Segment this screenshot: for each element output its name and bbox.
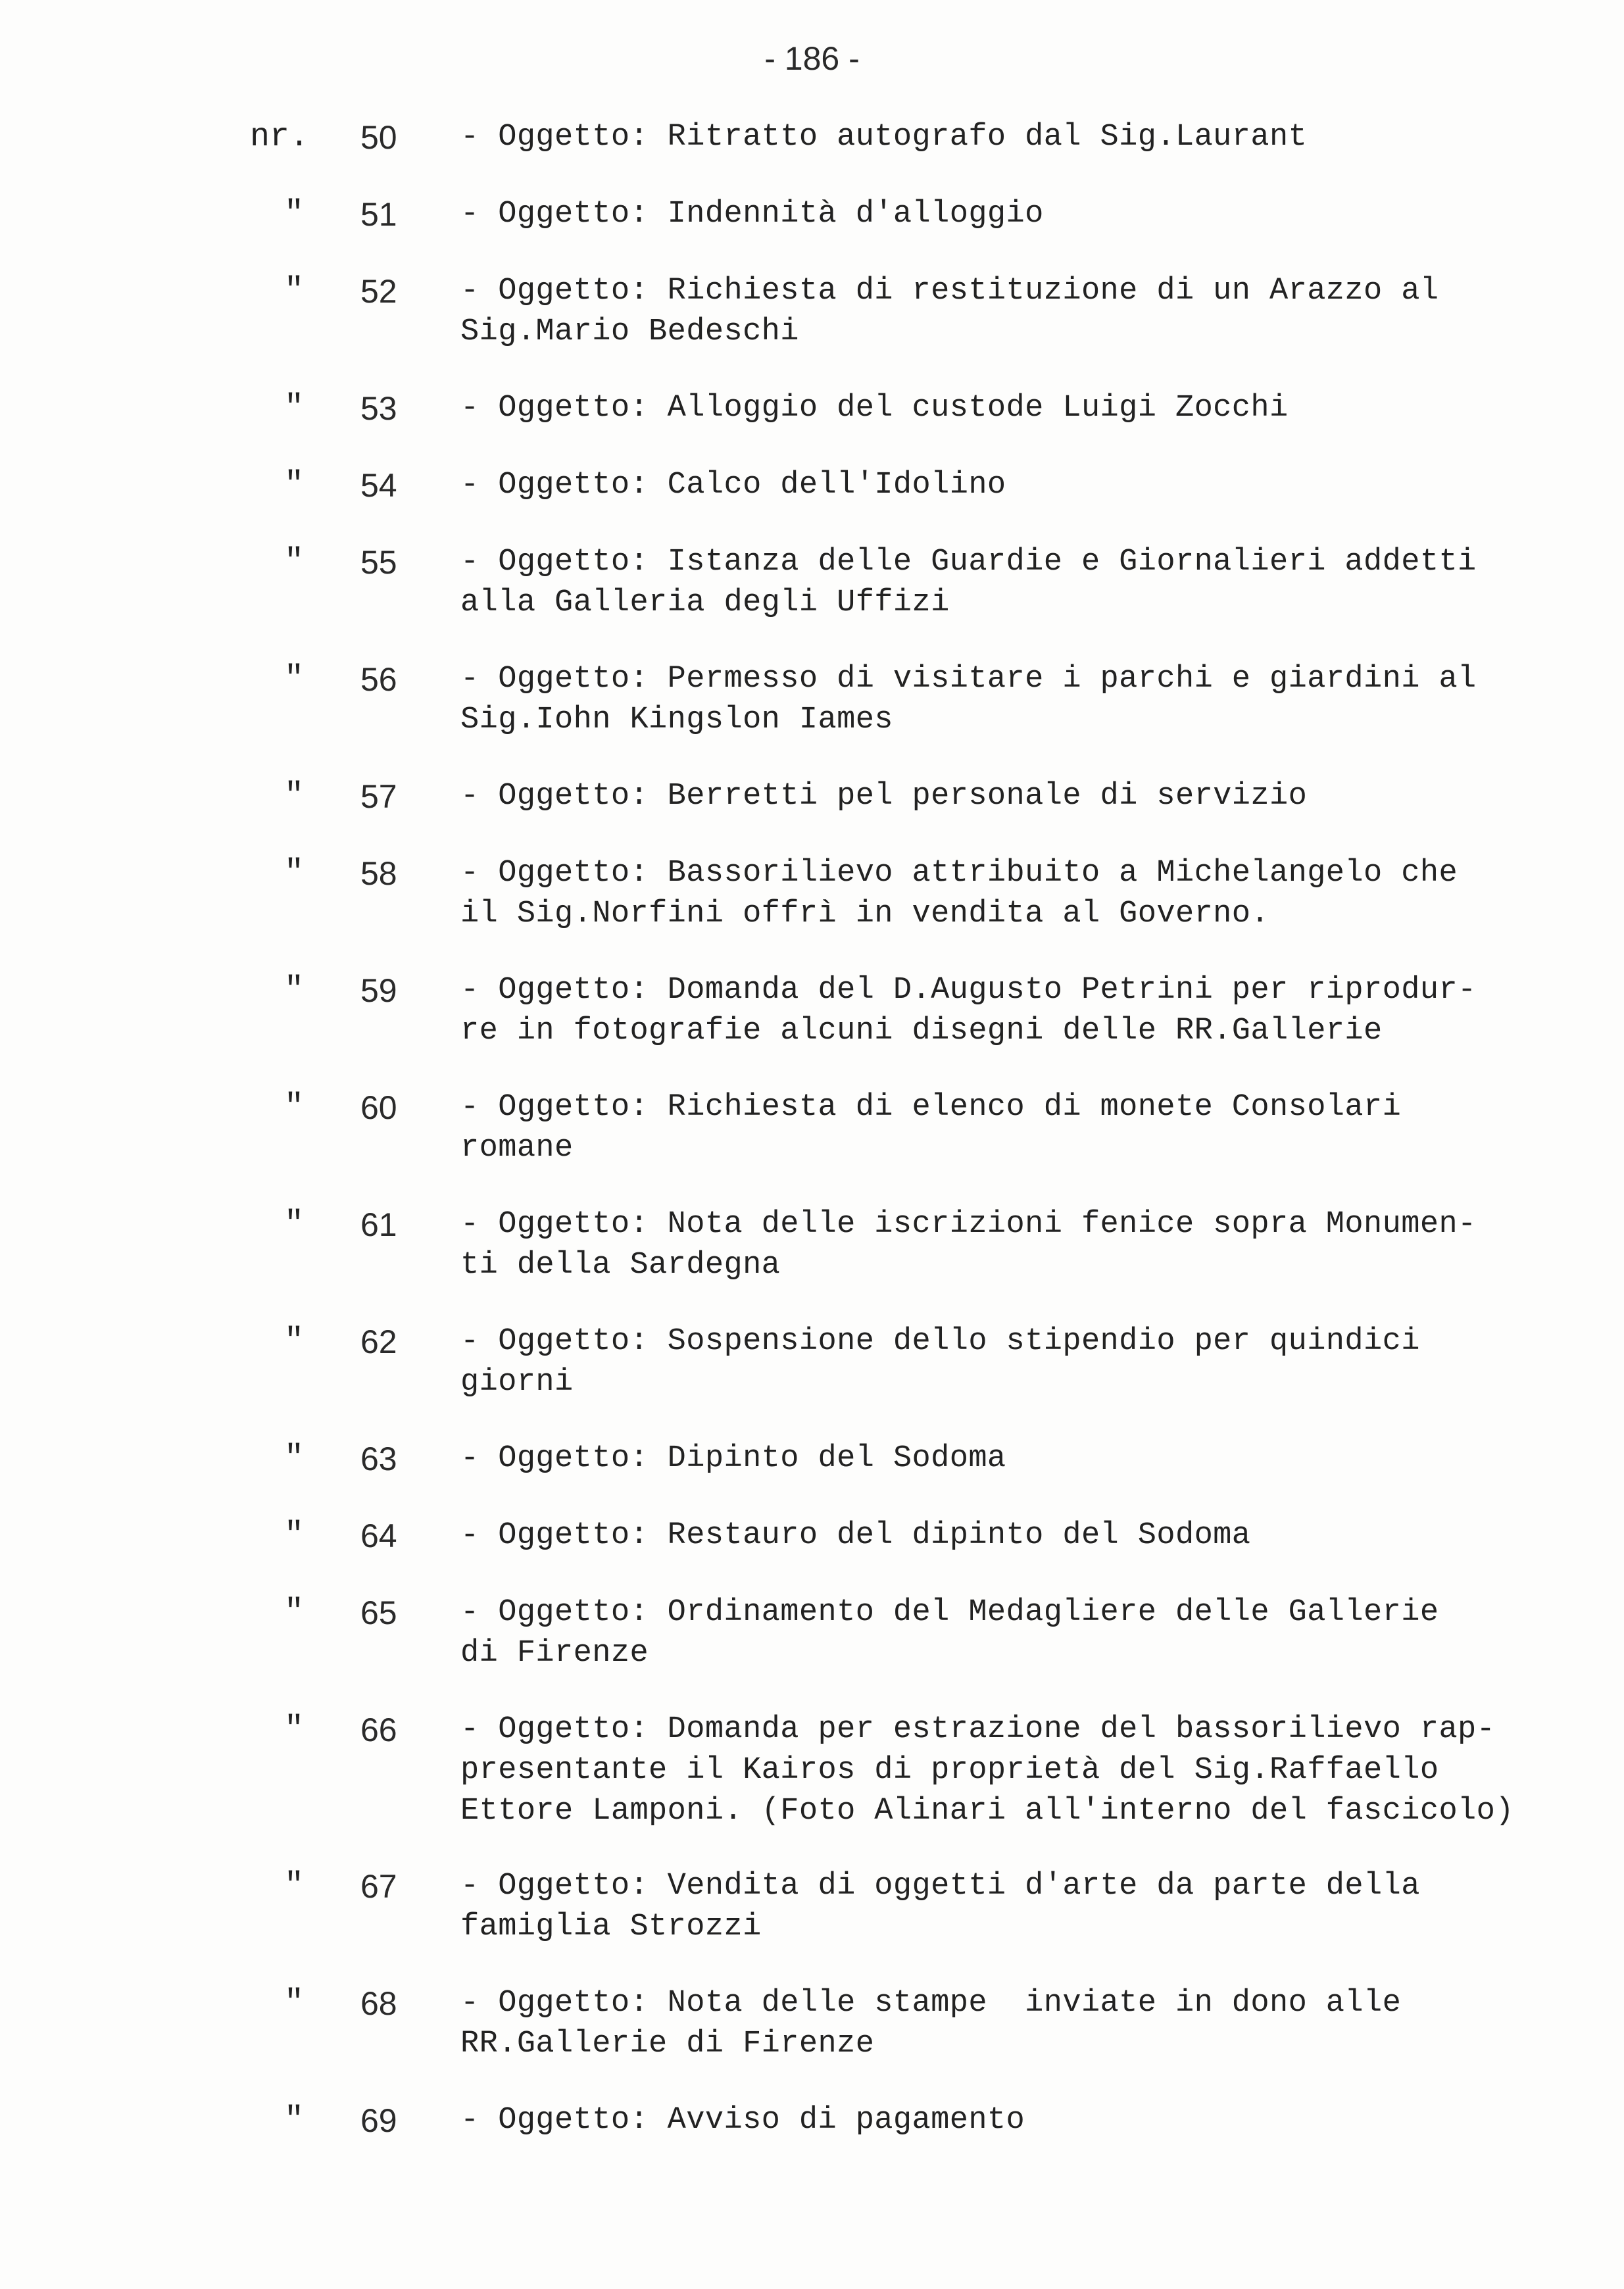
ditto-mark: "	[284, 1323, 305, 1360]
entry-text: - Oggetto: Ordinamento del Medagliere delle Gallerie di Firenze	[460, 1595, 1439, 1671]
ditto-mark: "	[284, 777, 305, 815]
entry-number: 57	[360, 778, 397, 815]
entry-text: - Oggetto: Nota delle iscrizioni fenice sopra Monumen- ti della Sardegna	[460, 1207, 1477, 1283]
entry-text: - Oggetto: Dipinto del Sodoma	[460, 1441, 1006, 1476]
entry-prefix: nr.	[250, 118, 310, 156]
page-number: - 186 -	[764, 40, 860, 77]
entry-number: 60	[360, 1089, 397, 1126]
ditto-mark: "	[284, 466, 305, 504]
ditto-mark: "	[284, 660, 305, 698]
entry-text: - Oggetto: Richiesta di restituzione di un Arazzo al Sig.Mario Bedeschi	[460, 274, 1439, 349]
entry-number: 55	[360, 544, 397, 581]
entry-text: - Oggetto: Permesso di visitare i parchi e giardini al Sig.Iohn Kingslon Iames	[460, 662, 1477, 737]
entry-text: - Oggetto: Vendita di oggetti d'arte da parte della famiglia Strozzi	[460, 1869, 1420, 1944]
entry-number: 62	[360, 1323, 397, 1360]
ditto-mark: "	[284, 1089, 305, 1126]
ditto-mark: "	[284, 389, 305, 427]
ditto-mark: "	[284, 1594, 305, 1631]
entry-number: 63	[360, 1440, 397, 1477]
entry-text: - Oggetto: Domanda del D.Augusto Petrini per riprodur- re in fotografie alcuni disegni delle RR.Gallerie	[460, 973, 1477, 1048]
ditto-mark: "	[284, 543, 305, 581]
entry-number: 68	[360, 1985, 397, 2022]
entry-number: 64	[360, 1517, 397, 1554]
entry-number: 56	[360, 661, 397, 698]
entry-number: 67	[360, 1868, 397, 1905]
ditto-mark: "	[284, 1984, 305, 2022]
entry-number: 59	[360, 972, 397, 1009]
ditto-mark: "	[284, 195, 305, 233]
entry-text: - Oggetto: Sospensione dello stipendio per quindici giorni	[460, 1324, 1420, 1400]
entry-text: - Oggetto: Indennità d'alloggio	[460, 197, 1044, 232]
ditto-mark: "	[284, 1867, 305, 1905]
entry-text: - Oggetto: Alloggio del custode Luigi Zocchi	[460, 391, 1289, 426]
entry-number: 65	[360, 1594, 397, 1631]
entry-text: - Oggetto: Calco dell'Idolino	[460, 468, 1006, 503]
ditto-mark: "	[284, 2102, 305, 2139]
entry-text: - Oggetto: Avviso di pagamento	[460, 2103, 1025, 2138]
ditto-mark: "	[284, 854, 305, 892]
entry-text: - Oggetto: Bassorilievo attribuito a Michelangelo che il Sig.Norfini offrì in vendita al Governo.	[460, 856, 1458, 931]
entry-number: 61	[360, 1206, 397, 1243]
entry-text: - Oggetto: Restauro del dipinto del Sodoma	[460, 1518, 1251, 1553]
entry-text: - Oggetto: Nota delle stampe inviate in dono alle RR.Gallerie di Firenze	[460, 1986, 1402, 2061]
entry-number: 66	[360, 1711, 397, 1748]
entry-text: - Oggetto: Richiesta di elenco di monete Consolari romane	[460, 1090, 1402, 1166]
entry-number: 69	[360, 2102, 397, 2139]
entry-number: 54	[360, 467, 397, 504]
entry-text: - Oggetto: Ritratto autografo dal Sig.Laurant	[460, 120, 1308, 155]
ditto-mark: "	[284, 1517, 305, 1554]
entry-number: 52	[360, 273, 397, 310]
entry-text: - Oggetto: Berretti pel personale di servizio	[460, 779, 1308, 814]
ditto-mark: "	[284, 972, 305, 1009]
entry-text: - Oggetto: Istanza delle Guardie e Giornalieri addetti alla Galleria degli Uffizi	[460, 545, 1477, 620]
entry-number: 51	[360, 196, 397, 233]
entry-number: 50	[360, 119, 397, 156]
ditto-mark: "	[284, 272, 305, 310]
entry-number: 53	[360, 390, 397, 427]
ditto-mark: "	[284, 1206, 305, 1243]
entry-number: 58	[360, 855, 397, 892]
entry-text: - Oggetto: Domanda per estrazione del bassorilievo rap- presentante il Kairos di proprietà del Sig.Raffaello Ettore Lamponi. (Foto Alinari all'interno del fascicolo)	[460, 1712, 1514, 1829]
ditto-mark: "	[284, 1711, 305, 1748]
ditto-mark: "	[284, 1440, 305, 1477]
